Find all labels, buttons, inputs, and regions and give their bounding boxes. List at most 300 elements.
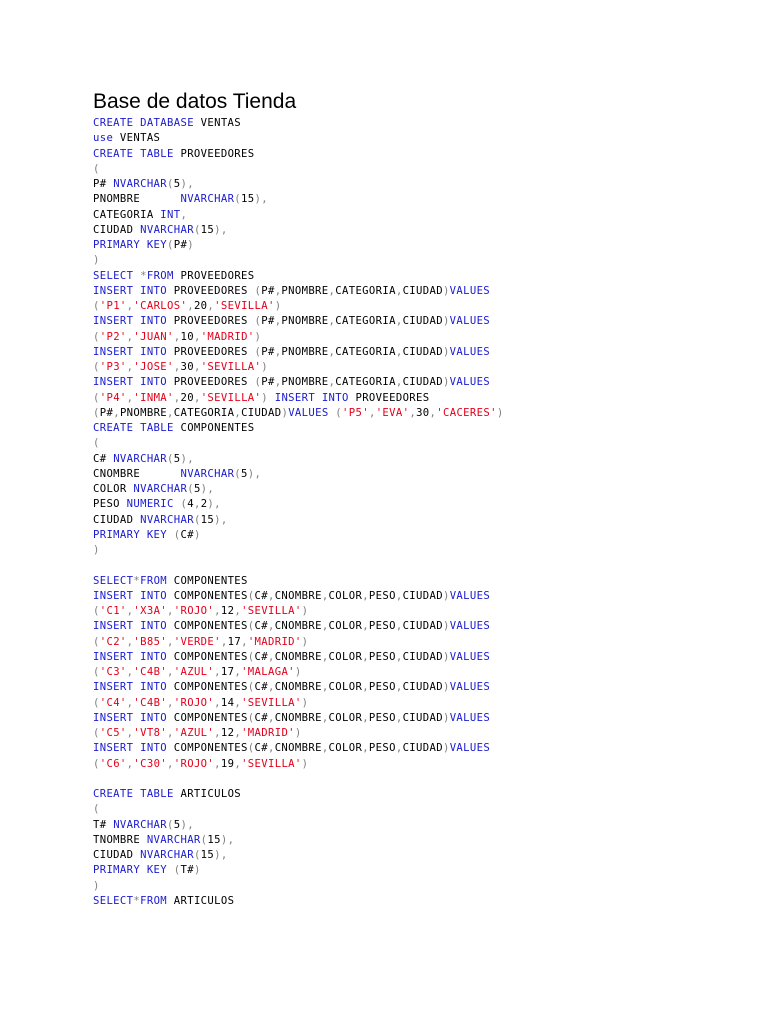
sql-punctuation: ),: [254, 193, 268, 206]
sql-text: CNOMBRE: [93, 467, 181, 480]
sql-text: P#: [173, 239, 188, 251]
sql-text: PROVEEDORES: [348, 391, 430, 404]
sql-punctuation: ,: [180, 208, 188, 221]
sql-string: 'AZUL': [173, 666, 215, 678]
sql-text: P#: [99, 406, 114, 419]
sql-string: 'MADRID': [200, 330, 255, 343]
sql-punctuation: ): [442, 620, 450, 633]
sql-text: CNOMBRE: [274, 589, 322, 602]
sql-text: CATEGORIA: [335, 315, 396, 328]
sql-punctuation: ,: [321, 620, 329, 633]
sql-punctuation: ): [442, 742, 450, 755]
sql-punctuation: ),: [200, 483, 215, 495]
sql-string: 'P2': [99, 330, 127, 343]
code-line: [93, 360, 748, 375]
sql-text: PNOMBRE: [281, 284, 329, 297]
sql-text: CATEGORIA: [173, 406, 235, 419]
sql-keyword: NVARCHAR: [133, 483, 188, 495]
sql-text: 17: [227, 635, 242, 648]
code-line: [93, 421, 748, 436]
sql-string: 'C4B': [133, 696, 168, 709]
sql-punctuation: (: [93, 803, 100, 816]
sql-punctuation: (: [193, 849, 201, 861]
sql-punctuation: ,: [241, 635, 248, 648]
sql-text: CIUDAD: [93, 849, 141, 861]
sql-punctuation: ): [301, 757, 309, 770]
sql-punctuation: ,: [173, 391, 181, 404]
sql-keyword: INT: [160, 208, 181, 221]
code-line: [93, 665, 748, 680]
sql-punctuation: ): [193, 864, 201, 877]
sql-text: 5: [173, 452, 181, 465]
sql-punctuation: ,: [234, 666, 242, 678]
sql-text: PROVEEDORES: [167, 376, 255, 389]
code-line: [93, 528, 748, 543]
document-title: Base de datos Tienda: [93, 90, 297, 113]
sql-text: PNOMBRE: [281, 345, 329, 358]
sql-punctuation: ,: [193, 330, 201, 343]
sql-punctuation: ,: [328, 315, 336, 328]
sql-punctuation: ,: [214, 605, 221, 617]
sql-string: 'C1': [99, 605, 127, 617]
code-line: [93, 177, 748, 192]
sql-punctuation: (: [254, 376, 262, 389]
code-line: [93, 558, 748, 573]
sql-keyword: INSERT INTO: [93, 620, 168, 633]
code-line: [93, 192, 748, 207]
sql-punctuation: (: [247, 742, 255, 755]
code-line: [93, 894, 748, 909]
sql-keyword: VALUES: [449, 345, 491, 358]
sql-punctuation: ): [281, 406, 289, 419]
sql-string: 'AZUL': [173, 727, 215, 739]
sql-text: P#: [261, 315, 275, 328]
sql-string: 'JOSE': [133, 361, 174, 373]
sql-punctuation: (: [247, 681, 255, 694]
sql-text: TNOMBRE: [93, 833, 147, 846]
sql-punctuation: ,: [234, 696, 242, 709]
sql-text: COMPONENTES: [167, 711, 248, 724]
sql-text: PROVEEDORES: [173, 269, 255, 282]
sql-punctuation: (: [200, 833, 208, 846]
sql-punctuation: ): [301, 605, 309, 617]
sql-punctuation: ): [294, 727, 302, 739]
code-line: [93, 741, 748, 756]
sql-punctuation: ,: [395, 650, 403, 663]
sql-string: 'ROJO': [173, 605, 215, 617]
code-line: [93, 589, 748, 604]
sql-text: CIUDAD: [402, 315, 443, 328]
sql-text: ARTICULOS: [173, 788, 242, 800]
sql-punctuation: (: [187, 483, 194, 495]
code-line: [93, 863, 748, 878]
sql-string: 'SEVILLA': [200, 361, 262, 373]
sql-text: CIUDAD: [402, 742, 443, 755]
sql-string: 'C3': [99, 666, 127, 678]
sql-keyword: VALUES: [449, 315, 491, 328]
sql-text: PROVEEDORES: [173, 147, 255, 160]
sql-text: T#: [93, 818, 114, 831]
sql-punctuation: ): [442, 345, 450, 358]
code-line: [93, 223, 748, 238]
sql-punctuation: ,: [274, 376, 282, 389]
sql-text: PESO: [368, 711, 396, 724]
sql-text: C#: [254, 650, 268, 663]
document-page: [93, 88, 748, 909]
sql-keyword: VALUES: [449, 284, 491, 297]
code-line: [93, 772, 748, 787]
sql-keyword: VALUES: [449, 589, 491, 602]
sql-string: 'JUAN': [133, 330, 174, 343]
sql-string: 'P1': [99, 300, 127, 312]
code-line: [93, 299, 748, 314]
sql-keyword: NVARCHAR: [113, 178, 168, 190]
sql-text: C#: [180, 528, 194, 541]
sql-punctuation: ,: [274, 345, 282, 358]
sql-text: COMPONENTES: [167, 681, 248, 694]
code-line: [93, 406, 748, 421]
sql-punctuation: ,: [321, 589, 329, 602]
sql-text: C#: [93, 452, 114, 465]
sql-keyword: PRIMARY KEY: [93, 864, 168, 877]
sql-punctuation: *: [133, 894, 141, 907]
code-line: [93, 436, 748, 451]
sql-text: COLOR: [328, 681, 363, 694]
sql-text: 30: [416, 406, 430, 419]
sql-text: PROVEEDORES: [167, 315, 255, 328]
sql-text: CNOMBRE: [274, 620, 322, 633]
sql-text: 30: [180, 361, 194, 373]
sql-text: CATEGORIA: [93, 208, 161, 221]
sql-punctuation: ,: [167, 635, 174, 648]
sql-punctuation: (: [93, 361, 100, 373]
sql-punctuation: ),: [180, 178, 194, 190]
sql-punctuation: ,: [362, 681, 369, 694]
sql-punctuation: ,: [234, 727, 242, 739]
sql-punctuation: ),: [247, 467, 262, 480]
sql-punctuation: ,: [321, 681, 329, 694]
code-line: [93, 269, 748, 284]
sql-keyword: CREATE TABLE: [93, 147, 174, 160]
sql-string: 'CARLOS': [133, 300, 188, 312]
sql-keyword: FROM: [140, 894, 168, 907]
sql-punctuation: ): [93, 879, 100, 892]
sql-keyword: CREATE TABLE: [93, 422, 174, 434]
sql-punctuation: ): [442, 681, 450, 694]
code-line: [93, 574, 748, 589]
code-line: [93, 482, 748, 497]
sql-keyword: NVARCHAR: [180, 467, 235, 480]
sql-punctuation: ,: [126, 696, 134, 709]
sql-punctuation: ,: [274, 315, 282, 328]
sql-punctuation: (: [93, 605, 100, 617]
sql-keyword: INSERT INTO: [268, 391, 349, 404]
sql-punctuation: (: [247, 589, 255, 602]
sql-punctuation: ,: [126, 605, 134, 617]
sql-text: CIUDAD: [402, 681, 443, 694]
sql-text: ARTICULOS: [167, 894, 235, 907]
sql-punctuation: ,: [328, 284, 336, 297]
code-line: [93, 848, 748, 863]
code-line: [93, 147, 748, 162]
sql-punctuation: ): [442, 650, 450, 663]
sql-punctuation: (: [247, 650, 255, 663]
sql-keyword: VALUES: [449, 742, 491, 755]
sql-keyword: INSERT INTO: [93, 284, 168, 297]
sql-punctuation: ): [496, 406, 504, 419]
sql-keyword: INSERT INTO: [93, 345, 168, 358]
sql-punctuation: ,: [409, 406, 417, 419]
sql-keyword: VALUES: [288, 406, 329, 419]
sql-string: 'C4B': [133, 666, 168, 678]
sql-text: PROVEEDORES: [167, 345, 255, 358]
sql-punctuation: ,: [267, 742, 275, 755]
sql-keyword: SELECT: [93, 894, 134, 907]
sql-punctuation: ): [254, 330, 262, 343]
sql-string: 'EVA': [375, 406, 410, 419]
sql-text: 5: [193, 483, 201, 495]
sql-keyword: SELECT: [93, 269, 134, 282]
sql-punctuation: ),: [207, 498, 221, 511]
sql-punctuation: (: [93, 635, 100, 648]
sql-text: COLOR: [328, 589, 363, 602]
sql-text: COMPONENTES: [173, 422, 255, 434]
code-line: [93, 543, 748, 558]
sql-punctuation: ): [187, 239, 194, 251]
sql-punctuation: (: [167, 178, 174, 190]
code-line: [93, 680, 748, 695]
sql-string: 'CACERES': [436, 406, 497, 419]
code-line: [93, 513, 748, 528]
sql-punctuation: (: [93, 696, 100, 709]
sql-punctuation: (: [247, 620, 255, 633]
code-line: [93, 284, 748, 299]
sql-punctuation: ,: [113, 406, 120, 419]
sql-punctuation: ,: [234, 406, 242, 419]
sql-text: 15: [200, 513, 215, 526]
sql-string: 'C2': [99, 635, 127, 648]
sql-punctuation: ,: [267, 650, 275, 663]
sql-text: T#: [180, 864, 194, 877]
sql-punctuation: ,: [362, 742, 369, 755]
code-line: [93, 314, 748, 329]
sql-text: P#: [261, 376, 275, 389]
sql-punctuation: (: [167, 452, 174, 465]
sql-keyword: INSERT INTO: [93, 315, 168, 328]
sql-text: CIUDAD: [93, 223, 141, 236]
sql-punctuation: ,: [274, 284, 282, 297]
sql-punctuation: ,: [167, 696, 174, 709]
code-line: [93, 330, 748, 345]
sql-punctuation: ,: [362, 589, 369, 602]
sql-string: 'SEVILLA': [241, 605, 302, 617]
sql-text: P#: [93, 178, 114, 190]
sql-text: C#: [254, 681, 268, 694]
sql-punctuation: ),: [180, 452, 194, 465]
sql-keyword: NVARCHAR: [113, 818, 168, 831]
sql-punctuation: *: [133, 269, 147, 282]
sql-punctuation: ,: [395, 284, 403, 297]
sql-punctuation: (: [167, 864, 181, 877]
sql-text: PESO: [368, 589, 396, 602]
sql-punctuation: ,: [193, 361, 201, 373]
sql-text: 14: [220, 696, 235, 709]
sql-punctuation: (: [167, 818, 174, 831]
sql-text: COMPONENTES: [167, 589, 248, 602]
sql-text: 5: [241, 467, 248, 480]
sql-text: 15: [200, 223, 215, 236]
sql-string: 'ROJO': [173, 696, 215, 709]
sql-punctuation: ,: [126, 757, 134, 770]
sql-punctuation: ): [294, 666, 302, 678]
sql-string: 'INMA': [133, 391, 174, 404]
sql-text: 15: [207, 833, 221, 846]
sql-punctuation: ): [261, 391, 268, 404]
sql-string: 'C6': [99, 757, 127, 770]
sql-punctuation: (: [93, 406, 100, 419]
sql-text: PESO: [368, 620, 396, 633]
sql-string: 'P4': [99, 391, 127, 404]
sql-punctuation: (: [254, 315, 262, 328]
sql-text: 17: [220, 666, 235, 678]
sql-keyword: VALUES: [449, 376, 491, 389]
sql-punctuation: ): [442, 284, 450, 297]
sql-text: CIUDAD: [402, 376, 443, 389]
sql-punctuation: ,: [328, 376, 336, 389]
sql-keyword: VALUES: [449, 620, 491, 633]
sql-text: PESO: [93, 498, 127, 511]
sql-keyword: PRIMARY KEY: [93, 239, 168, 251]
code-line: [93, 787, 748, 802]
sql-keyword: NUMERIC: [126, 498, 174, 511]
sql-punctuation: ,: [429, 406, 437, 419]
sql-keyword: NVARCHAR: [180, 193, 235, 206]
code-line: [93, 818, 748, 833]
sql-keyword: NVARCHAR: [140, 849, 194, 861]
sql-text: CIUDAD: [93, 513, 141, 526]
sql-punctuation: (: [173, 498, 188, 511]
sql-punctuation: ): [442, 315, 450, 328]
code-line: [93, 467, 748, 482]
sql-punctuation: (: [247, 711, 255, 724]
sql-string: 'SEVILLA': [214, 300, 275, 312]
sql-punctuation: (: [93, 300, 100, 312]
sql-text: VENTAS: [113, 132, 161, 145]
sql-text: CNOMBRE: [274, 742, 322, 755]
sql-punctuation: ,: [193, 391, 201, 404]
sql-text: COMPONENTES: [167, 620, 248, 633]
code-line: [93, 757, 748, 772]
sql-keyword: VALUES: [449, 711, 491, 724]
sql-text: CATEGORIA: [335, 345, 396, 358]
sql-text: PESO: [368, 742, 396, 755]
sql-punctuation: ,: [267, 681, 275, 694]
sql-text: 4: [187, 498, 194, 511]
sql-keyword: FROM: [146, 269, 174, 282]
sql-punctuation: ,: [207, 300, 215, 312]
sql-text: 20: [193, 300, 208, 312]
sql-text: PESO: [368, 650, 396, 663]
sql-punctuation: ,: [167, 727, 174, 739]
sql-punctuation: ,: [220, 635, 228, 648]
sql-string: 'P3': [99, 361, 127, 373]
code-line: [93, 619, 748, 634]
sql-punctuation: (: [93, 727, 100, 739]
sql-punctuation: ,: [321, 711, 329, 724]
sql-punctuation: ,: [126, 727, 134, 739]
sql-keyword: INSERT INTO: [93, 589, 168, 602]
sql-punctuation: (: [93, 330, 100, 343]
sql-keyword: NVARCHAR: [146, 833, 201, 846]
sql-text: CIUDAD: [402, 711, 443, 724]
sql-punctuation: ,: [395, 376, 403, 389]
sql-punctuation: ,: [362, 711, 369, 724]
sql-keyword: INSERT INTO: [93, 376, 168, 389]
sql-text: COMPONENTES: [167, 742, 248, 755]
code-line: [93, 253, 748, 268]
sql-punctuation: ): [274, 300, 282, 312]
sql-text: CATEGORIA: [335, 376, 396, 389]
sql-punctuation: (: [93, 666, 100, 678]
sql-punctuation: ,: [214, 696, 221, 709]
sql-punctuation: ,: [267, 711, 275, 724]
sql-string: 'MADRID': [241, 727, 295, 739]
code-line: [93, 879, 748, 894]
sql-string: 'VERDE': [173, 635, 221, 648]
sql-punctuation: ,: [395, 681, 403, 694]
sql-text: CIUDAD: [402, 345, 443, 358]
code-line: [93, 635, 748, 650]
sql-text: C#: [254, 711, 268, 724]
sql-text: COLOR: [328, 650, 363, 663]
sql-punctuation: ,: [126, 666, 134, 678]
sql-punctuation: ,: [126, 300, 134, 312]
sql-punctuation: (: [167, 528, 181, 541]
sql-punctuation: ,: [362, 620, 369, 633]
sql-punctuation: (: [234, 467, 242, 480]
sql-punctuation: ,: [328, 345, 336, 358]
sql-text: PNOMBRE: [281, 376, 329, 389]
sql-punctuation: ): [301, 635, 309, 648]
sql-punctuation: ),: [214, 223, 228, 236]
sql-keyword: INSERT INTO: [93, 711, 168, 724]
code-line: [93, 833, 748, 848]
sql-punctuation: ,: [214, 666, 221, 678]
sql-text: P#: [261, 345, 275, 358]
sql-punctuation: ,: [395, 345, 403, 358]
code-line: [93, 711, 748, 726]
sql-punctuation: (: [254, 345, 262, 358]
sql-text: CATEGORIA: [335, 284, 396, 297]
sql-punctuation: (: [328, 406, 343, 419]
sql-text: COLOR: [328, 620, 363, 633]
sql-punctuation: ,: [126, 635, 134, 648]
sql-keyword: VALUES: [449, 681, 491, 694]
sql-text: 5: [173, 818, 181, 831]
sql-string: 'MADRID': [247, 635, 302, 648]
sql-punctuation: ,: [321, 650, 329, 663]
sql-text: PNOMBRE: [93, 193, 181, 206]
sql-punctuation: (: [93, 391, 100, 404]
code-line: [93, 497, 748, 512]
sql-punctuation: (: [193, 223, 201, 236]
code-line: [93, 391, 748, 406]
sql-string: 'B85': [133, 635, 168, 648]
sql-text: PROVEEDORES: [167, 284, 255, 297]
sql-text: COMPONENTES: [167, 650, 248, 663]
code-line: [93, 345, 748, 360]
sql-punctuation: ,: [173, 361, 181, 373]
